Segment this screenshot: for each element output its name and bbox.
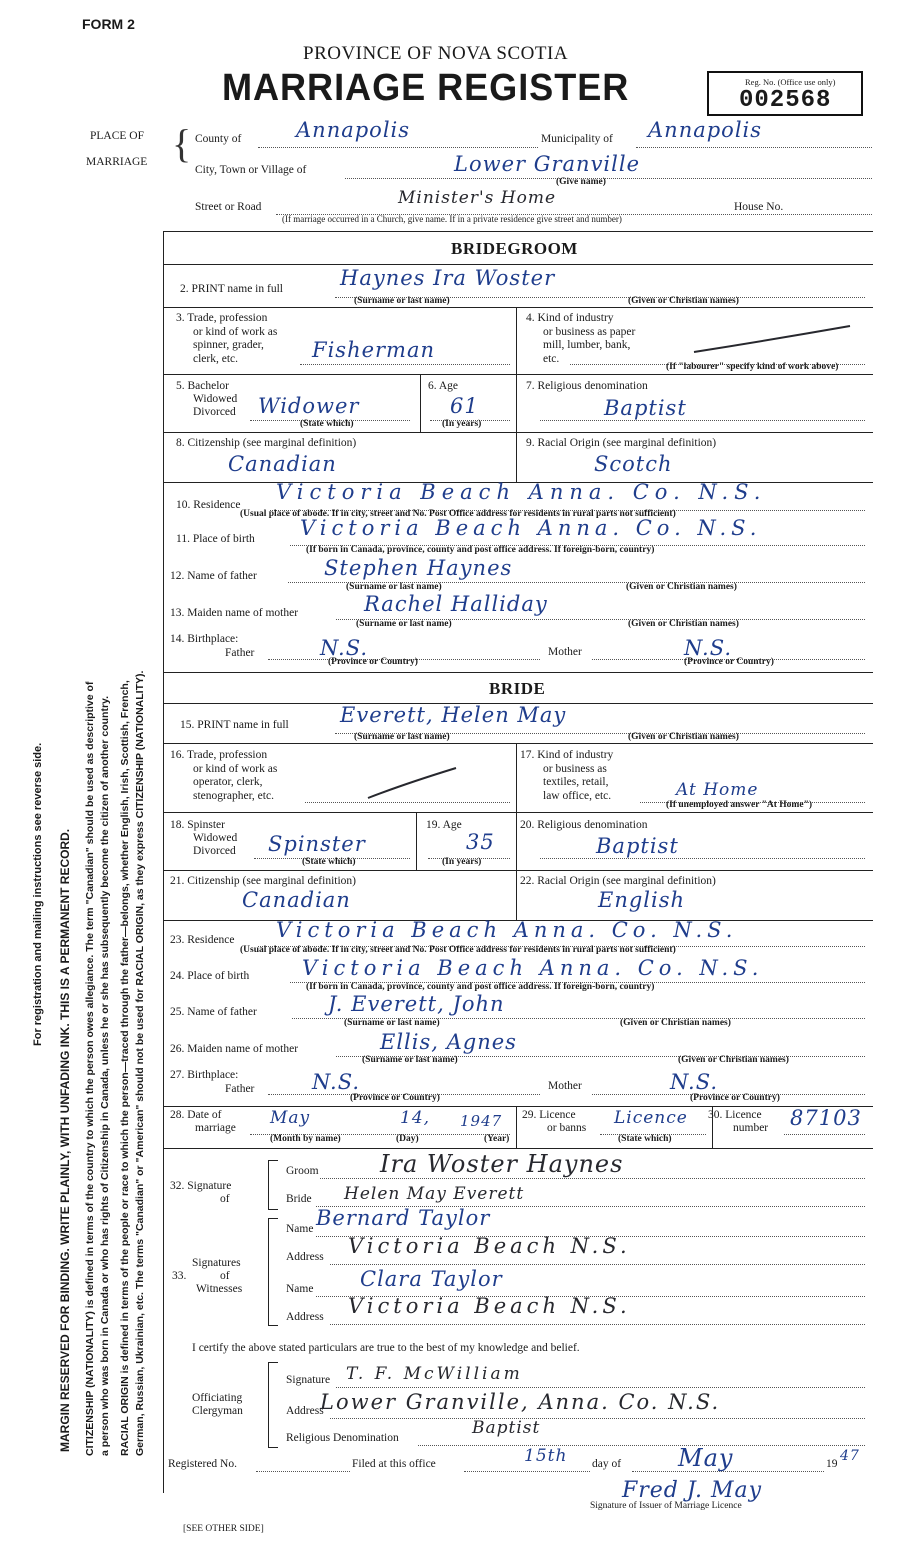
licence-banns-label: 29. Licence or banns xyxy=(522,1109,587,1134)
bride-age: 35 xyxy=(466,830,495,854)
bride-mother: Ellis, Agnes xyxy=(380,1030,517,1054)
groom-mother-surname-caption: (Surname or last name) xyxy=(356,619,452,629)
groom-state-which: (State which) xyxy=(300,419,354,429)
bride-status-label: 18. Spinster Widowed Divorced xyxy=(170,819,238,857)
groom-father: Stephen Haynes xyxy=(324,556,513,580)
marriage-day: 14, xyxy=(400,1108,431,1128)
groom-father-given-caption: (Given or Christian names) xyxy=(626,582,737,592)
form-number: FORM 2 xyxy=(82,16,135,32)
give-name-caption: (Give name) xyxy=(556,177,606,187)
groom-surname-caption: (Surname or last name) xyxy=(354,296,450,306)
clergy-brace xyxy=(268,1362,278,1448)
bride-industry: At Home xyxy=(676,780,759,800)
bride-mother-birthplace: N.S. xyxy=(670,1070,719,1094)
groom-name-label: 2. PRINT name in full xyxy=(180,283,283,295)
witnesses-label: Signatures 33. of Witnesses xyxy=(172,1257,243,1295)
bride-state-which: (State which) xyxy=(302,857,356,867)
witness2-name: Clara Taylor xyxy=(360,1267,503,1291)
groom-industry-label: 4. Kind of industry or business as paper mill, lumber, bank, etc. xyxy=(526,312,636,365)
place-brace: { xyxy=(172,121,192,166)
groom-religion-label: 7. Religious denomination xyxy=(526,380,648,392)
marriage-month-caption: (Month by name) xyxy=(270,1134,341,1144)
municipality-value: Annapolis xyxy=(648,118,763,142)
groom-age: 61 xyxy=(450,394,479,418)
groom-father-birthplace: N.S. xyxy=(320,636,369,660)
bride-residence-caption: (Usual place of abode. If in city, street and No. Post Office address for residents in rural parts not sufficient) xyxy=(240,945,676,955)
bride-citizenship: Canadian xyxy=(242,888,351,912)
groom-residence-caption: (Usual place of abode. If in city, street and No. Post Office address for residents in rural parts not sufficient) xyxy=(240,509,676,519)
clergy-address-label: Address xyxy=(286,1405,324,1417)
filed-label: Filed at this office xyxy=(352,1458,436,1470)
witness1-name-label: Name xyxy=(286,1223,314,1235)
witness2-name-label: Name xyxy=(286,1283,314,1295)
bride-name-label: 15. PRINT name in full xyxy=(180,719,289,731)
filed-year-prefix: 19 xyxy=(826,1458,838,1470)
groom-name: Haynes Ira Woster xyxy=(340,266,556,290)
bride-residence: Victoria Beach Anna. Co. N.S. xyxy=(276,918,738,942)
filed-year: 47 xyxy=(840,1448,860,1464)
street-label: Street or Road xyxy=(195,201,262,213)
bride-racial-label: 22. Racial Origin (see marginal definition) xyxy=(520,875,716,887)
clergy-address: Lower Granville, Anna. Co. N.S. xyxy=(320,1390,721,1414)
bride-father: J. Everett, John xyxy=(328,992,505,1016)
bride-residence-label: 23. Residence xyxy=(170,934,235,946)
city-label: City, Town or Village of xyxy=(195,164,307,176)
groom-mother-given-caption: (Given or Christian names) xyxy=(628,619,739,629)
house-label: House No. xyxy=(734,201,784,213)
bride-mother-surname-caption: (Surname or last name) xyxy=(362,1055,458,1065)
officiating-label: Officiating Clergyman xyxy=(192,1392,243,1417)
groom-residence-label: 10. Residence xyxy=(176,499,241,511)
bride-citizenship-label: 21. Citizenship (see marginal definition) xyxy=(170,875,356,887)
signature-of-label: 32. Signature of xyxy=(170,1180,232,1205)
bride-industry-label: 17. Kind of industry or business as textiles, retail, law office, etc. xyxy=(520,749,614,802)
witness1-address: Victoria Beach N.S. xyxy=(348,1234,631,1258)
groom-status: Widower xyxy=(258,394,360,418)
street-note: (If marriage occurred in a Church, give name. If in a private residence give street and number) xyxy=(282,214,622,224)
province-heading: PROVINCE OF NOVA SCOTIA xyxy=(303,43,569,64)
groom-trade: Fisherman xyxy=(312,338,436,362)
groom-citizenship: Canadian xyxy=(228,452,337,476)
bride-trade-label: 16. Trade, profession or kind of work as operator, clerk, stenographer, etc. xyxy=(170,749,278,802)
bride-religion: Baptist xyxy=(596,834,679,858)
bride-mother-given-caption: (Given or Christian names) xyxy=(678,1055,789,1065)
bride-birth-caption: (If born in Canada, province, county and post office address. If foreign-born, country) xyxy=(306,982,655,992)
place-of-label: PLACE OF xyxy=(90,130,144,142)
county-value: Annapolis xyxy=(296,118,411,142)
bride-prov-caption-2: (Province or Country) xyxy=(690,1093,780,1103)
groom-citizenship-label: 8. Citizenship (see marginal definition) xyxy=(176,437,357,449)
bride-signature: Helen May Everett xyxy=(344,1184,525,1204)
licence-or-banns: Licence xyxy=(614,1108,688,1128)
witness2-address-label: Address xyxy=(286,1311,324,1323)
street-value: Minister's Home xyxy=(398,188,557,208)
groom-birthplace: Victoria Beach Anna. Co. N.S. xyxy=(300,516,762,540)
groom-given-caption: (Given or Christian names) xyxy=(628,296,739,306)
groom-mother-bp-label: Mother xyxy=(548,646,582,658)
marriage-year: 1947 xyxy=(460,1112,503,1130)
margin-racial-1: RACIAL ORIGIN is defined in terms of the people or race to which the person—traced through the father—belongs, whether English, Irish, Scottish, French, xyxy=(119,680,131,1456)
county-label: County of xyxy=(195,133,242,145)
witness1-address-label: Address xyxy=(286,1251,324,1263)
signature-brace-1 xyxy=(268,1160,278,1210)
filed-day: 15th xyxy=(524,1446,568,1466)
bride-birthplace-label: 24. Place of birth xyxy=(170,970,250,982)
margin-citizenship-1: CITIZENSHIP (NATIONALITY) is defined in terms of the country to which the person owes allegiance. The term "Canadian" should be used as descriptive of xyxy=(84,681,96,1456)
bride-name: Everett, Helen May xyxy=(340,703,567,727)
licence-number-label: 30. Licence number xyxy=(708,1109,769,1134)
groom-residence: Victoria Beach Anna. Co. N.S. xyxy=(276,480,767,504)
groom-signature: Ira Woster Haynes xyxy=(380,1150,624,1178)
see-other-side: [SEE OTHER SIDE] xyxy=(183,1524,264,1534)
groom-father-label: 12. Name of father xyxy=(170,570,257,582)
clergy-denomination: Baptist xyxy=(472,1418,541,1438)
bride-mother-label: 26. Maiden name of mother xyxy=(170,1043,299,1055)
groom-in-years: (In years) xyxy=(442,419,482,429)
bride-given-caption: (Given or Christian names) xyxy=(628,732,739,742)
margin-citizenship-2: a person who was born in Canada or who has rights of Citizenship in Canada, unless he or she has subsequently become the citizen of another country. xyxy=(99,695,111,1456)
bride-father-surname-caption: (Surname or last name) xyxy=(344,1018,440,1028)
bride-surname-caption: (Surname or last name) xyxy=(354,732,450,742)
groom-father-surname-caption: (Surname or last name) xyxy=(346,582,442,592)
reg-number-label: Reg. No. (Office use only) xyxy=(745,77,836,87)
marriage-year-caption: (Year) xyxy=(484,1134,510,1144)
city-value: Lower Granville xyxy=(454,152,641,176)
groom-prov-caption-1: (Province or Country) xyxy=(328,657,418,667)
reg-number-box xyxy=(707,71,863,116)
licence-state-caption: (State which) xyxy=(618,1134,672,1144)
licence-number: 87103 xyxy=(790,1106,862,1130)
groom-birthplace-label: 11. Place of birth xyxy=(176,533,255,545)
bride-in-years: (In years) xyxy=(442,857,482,867)
filed-month: May xyxy=(678,1444,734,1472)
municipality-label: Municipality of xyxy=(541,133,613,145)
reg-number: 002568 xyxy=(739,87,832,114)
groom-prov-caption-2: (Province or Country) xyxy=(684,657,774,667)
margin-binding: MARGIN RESERVED FOR BINDING. WRITE PLAINLY, WITH UNFADING INK. THIS IS A PERMANENT RECORD. xyxy=(58,828,72,1452)
marriage-month: May xyxy=(270,1108,311,1128)
groom-birth-caption: (If born in Canada, province, county and post office address. If foreign-born, country) xyxy=(306,545,655,555)
marriage-day-caption: (Day) xyxy=(396,1134,419,1144)
marriage-date-label: 28. Date of marriage xyxy=(170,1109,236,1134)
margin-instructions: For registration and mailing instructions see reverse side. xyxy=(32,742,44,1046)
groom-racial-origin: Scotch xyxy=(594,452,673,476)
bride-religion-label: 20. Religious denomination xyxy=(520,819,648,831)
bride-father-given-caption: (Given or Christian names) xyxy=(620,1018,731,1028)
groom-signature-label: Groom xyxy=(286,1165,319,1177)
certification-text: I certify the above stated particulars are true to the best of my knowledge and belief. xyxy=(192,1342,580,1354)
groom-industry-note: (If "labourer" specify kind of work above) xyxy=(666,362,839,372)
clergy-signature: T. F. McWilliam xyxy=(346,1364,523,1384)
witness1-name: Bernard Taylor xyxy=(316,1206,491,1230)
groom-age-label: 6. Age xyxy=(428,380,459,392)
groom-birthplace-parents-label: 14. Birthplace: Father xyxy=(170,633,255,659)
groom-racial-label: 9. Racial Origin (see marginal definition) xyxy=(526,437,717,449)
marriage-label: MARRIAGE xyxy=(86,156,148,168)
bride-racial-origin: English xyxy=(598,888,686,912)
bride-industry-note: (If unemployed answer "At Home") xyxy=(666,800,813,810)
groom-status-label: 5. Bachelor Widowed Divorced xyxy=(176,380,238,418)
bride-father-label: 25. Name of father xyxy=(170,1006,257,1018)
margin-racial-2: German, Russian, Ukrainian, etc. The terms "Canadian" or "American" should not be used for RACIAL ORIGIN, as they express CITIZENSHIP (NATIONALITY). xyxy=(134,670,146,1456)
issuer-caption: Signature of Issuer of Marriage Licence xyxy=(590,1501,742,1511)
bride-father-birthplace: N.S. xyxy=(312,1070,361,1094)
form-title: MARRIAGE REGISTER xyxy=(222,67,630,109)
bridegroom-heading: BRIDEGROOM xyxy=(451,239,578,258)
groom-religion: Baptist xyxy=(604,396,687,420)
bride-prov-caption-1: (Province or Country) xyxy=(350,1093,440,1103)
witness2-address: Victoria Beach N.S. xyxy=(348,1294,631,1318)
clergy-denomination-label: Religious Denomination xyxy=(286,1432,399,1444)
witness-brace xyxy=(268,1218,278,1326)
groom-mother: Rachel Halliday xyxy=(364,592,548,616)
issuer-signature: Fred J. May xyxy=(622,1478,763,1503)
bride-birthplace: Victoria Beach Anna. Co. N.S. xyxy=(302,956,764,980)
clergy-signature-label: Signature xyxy=(286,1374,331,1386)
bride-trade-dash xyxy=(364,764,464,802)
bride-mother-bp-label: Mother xyxy=(548,1080,582,1092)
groom-industry-dash xyxy=(690,322,860,356)
bride-heading: BRIDE xyxy=(489,679,546,698)
groom-mother-birthplace: N.S. xyxy=(684,636,733,660)
groom-mother-label: 13. Maiden name of mother xyxy=(170,607,299,619)
groom-trade-label: 3. Trade, profession or kind of work as spinner, grader, clerk, etc. xyxy=(176,312,278,365)
bride-status: Spinster xyxy=(268,832,366,856)
day-of-label: day of xyxy=(592,1458,622,1470)
registered-no-label: Registered No. xyxy=(168,1458,237,1470)
bride-age-label: 19. Age xyxy=(426,819,462,831)
bride-signature-label: Bride xyxy=(286,1193,312,1205)
bride-birthplace-parents-label: 27. Birthplace: Father xyxy=(170,1069,255,1095)
